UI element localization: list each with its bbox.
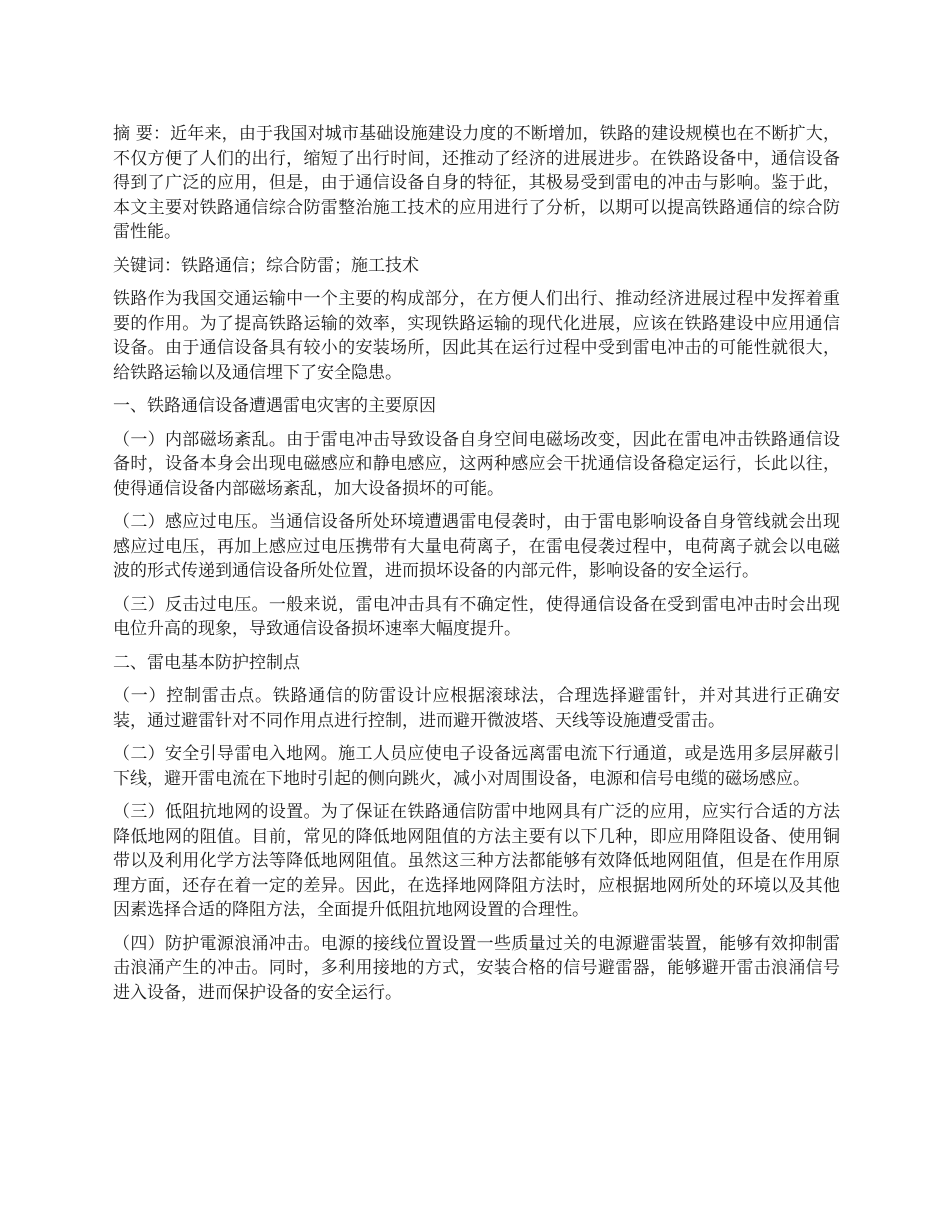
section-2-paragraph-3: （三）低阻抗地网的设置。为了保证在铁路通信防雷中地网具有广泛的应用，应实行合适的方法降低地网的阻值。目前，常见的降低地网阻值的方法主要有以下几种，即应用降阻设备、使用铜带以及利用化学方法等降低地网阻值。虽然这三种方法都能够有效降低地网阻值，但是在作用原理方面，还存在着一定的差异。因此，在选择地网降阻方法时，应根据地网所处的环境以及其他因素选择合适的降阻方法，全面提升低阻抗地网设置的合理性。 [113, 802, 840, 920]
section-heading-2: 二、雷电基本防护控制点 [113, 652, 300, 673]
document-body [113, 122, 840, 1014]
section-1-paragraph-2: （二）感应过电压。当通信设备所处环境遭遇雷电侵袭时，由于雷电影响设备自身管线就会出现感应过电压，再加上感应过电压携带有大量电荷离子，在雷电侵袭过程中，电荷离子就会以电磁波的形式传递到通信设备所处位置，进而损坏设备的内部元件，影响设备的安全运行。 [113, 512, 840, 581]
section-1-paragraph-3: （三）反击过电压。一般来说，雷电冲击具有不确定性，使得通信设备在受到雷电冲击时会出现电位升高的现象，导致通信设备损坏速率大幅度提升。 [113, 594, 840, 639]
section-2-paragraph-2: （二）安全引导雷电入地网。施工人员应使电子设备远离雷电流下行通道，或是选用多层屏蔽引下线，避开雷电流在下地时引起的侧向跳火，减小对周围设备，电源和信号电缆的磁场感应。 [113, 744, 840, 789]
section-heading-1: 一、铁路通信设备遭遇雷电灾害的主要原因 [113, 396, 436, 416]
keywords-paragraph: 关键词：铁路通信；综合防雷；施工技术 [113, 255, 419, 276]
intro-paragraph: 铁路作为我国交通运输中一个主要的构成部分，在方便人们出行、推动经济进展过程中发挥着重要的作用。为了提高铁路运输的效率，实现铁路运输的现代化进展，应该在铁路建设中应用通信设备。由于通信设备具有较小的安装场所，因此其在运行过程中受到雷电冲击的可能性就很大，给铁路运输以及通信埋下了安全隐患。 [113, 289, 840, 383]
section-2-paragraph-1: （一）控制雷击点。铁路通信的防雷设计应根据滚球法，合理选择避雷针，并对其进行正确安装，通过避雷针对不同作用点进行控制，进而避开微波塔、天线等设施遭受雷击。 [113, 686, 840, 731]
section-2-paragraph-4: （四）防护電源浪涌冲击。电源的接线位置设置一些质量过关的电源避雷装置，能够有效抑制雷击浪涌产生的冲击。同时，多利用接地的方式，安装合格的信号避雷器，能够避开雷击浪涌信号进入设备，进而保护设备的安全运行。 [113, 933, 840, 1003]
section-1-paragraph-1: （一）内部磁场紊乱。由于雷电冲击导致设备自身空间电磁场改变，因此在雷电冲击铁路通信设备时，设备本身会出现电磁感应和静电感应，这两种感应会干扰通信设备稳定运行，长此以往，使得通信设备内部磁场紊乱，加大设备损坏的可能。 [113, 429, 840, 499]
abstract-paragraph: 摘 要：近年来，由于我国对城市基础设施建设力度的不断增加，铁路的建设规模也在不断扩大，不仅方便了人们的出行，缩短了出行时间，还推动了经济的进展进步。在铁路设备中，通信设备得到了广泛的应用，但是，由于通信设备自身的特征，其极易受到雷电的冲击与影响。鉴于此，本文主要对铁路通信综合防雷整治施工技术的应用进行了分析，以期可以提高铁路通信的综合防雷性能。 [113, 124, 840, 242]
